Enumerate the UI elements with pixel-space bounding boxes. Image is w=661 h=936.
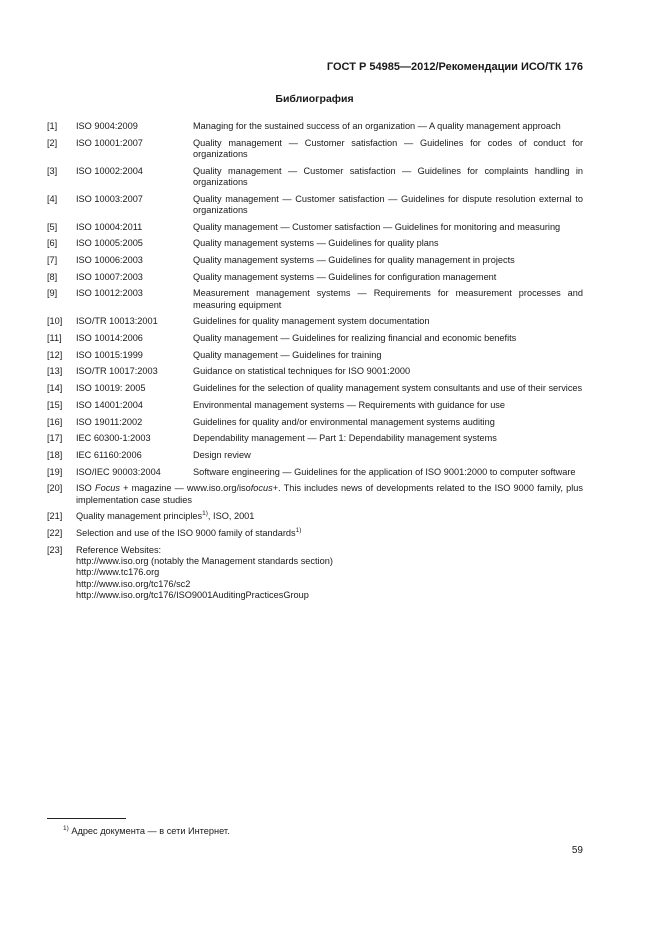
- reference-description: Environmental management systems — Requirements with guidance for use: [193, 399, 506, 410]
- reference-description: Guidelines for the selection of quality management system consultants and use of their services: [193, 383, 583, 394]
- reference-description: Quality management — Customer satisfaction — Guidelines for complaints handling in organizations: [193, 165, 583, 187]
- reference-number: [6]: [47, 238, 58, 249]
- reference-number: [18]: [47, 449, 63, 460]
- reference-item: [47, 238, 583, 249]
- reference-item: [47, 222, 583, 233]
- reference-item: [47, 166, 583, 189]
- reference-number: [15]: [47, 399, 63, 410]
- reference-item: [47, 417, 583, 428]
- reference-description: Quality management — Guidelines for training: [193, 349, 382, 360]
- reference-item: [47, 366, 583, 377]
- standard-code: ISO 10007:2003: [76, 271, 143, 282]
- reference-item: [47, 545, 583, 601]
- reference-number: [7]: [47, 255, 58, 266]
- bibliography-title: Библиография: [275, 93, 354, 105]
- reference-text: Selection and use of the ISO 9000 family of standards$^{1)}$: [76, 526, 302, 538]
- reference-description: Software engineering — Guidelines for the application of ISO 9001:2000 to computer software: [193, 466, 576, 477]
- reference-description: Quality management systems — Guidelines for quality plans: [193, 238, 439, 249]
- reference-number: [16]: [47, 416, 63, 427]
- reference-item: [47, 138, 583, 161]
- reference-number: [2]: [47, 137, 58, 148]
- reference-item: [47, 528, 583, 539]
- standard-code: ISO 9004:2009: [76, 121, 138, 131]
- website-link[interactable]: http://www.iso.org/tc176/sc2: [76, 578, 191, 589]
- reference-item: [47, 383, 583, 394]
- reference-item: [47, 483, 583, 506]
- footnote-marker: 1): [202, 510, 208, 518]
- standard-code: ISO 14001:2004: [76, 399, 143, 410]
- reference-number: [1]: [47, 121, 58, 131]
- reference-number: [9]: [47, 288, 58, 299]
- footnote-marker: 1): [295, 526, 302, 534]
- reference-item: [47, 333, 583, 344]
- reference-item: [47, 400, 583, 411]
- reference-number: [10]: [47, 316, 63, 327]
- reference-number: [3]: [47, 165, 58, 176]
- reference-item: [47, 272, 583, 283]
- document-header: ГОСТ Р 54985—2012/Рекомендации ИСО/ТК 176: [326, 61, 583, 73]
- reference-description: Quality management — Guidelines for realizing financial and economic benefits: [193, 333, 517, 344]
- reference-item: [47, 450, 583, 461]
- reference-description: Design review: [193, 449, 251, 460]
- reference-description: Dependability management — Part 1: Dependability management systems: [193, 433, 497, 444]
- reference-number: [8]: [47, 271, 58, 282]
- footnote: $^{1)}$ Адрес документа — в сети Интернет.: [63, 825, 230, 836]
- standard-code: ISO 10015:1999: [76, 349, 143, 360]
- reference-item: [47, 121, 583, 132]
- websites-heading: Reference Websites:: [76, 544, 162, 555]
- reference-list: [47, 121, 583, 606]
- standard-code: ISO 10005:2005: [76, 238, 143, 249]
- standard-code: ISO 10004:2011: [76, 221, 143, 232]
- reference-item: [47, 511, 583, 522]
- reference-number: [13]: [47, 366, 63, 377]
- reference-number: [22]: [47, 527, 63, 538]
- standard-code: ISO/TR 10013:2001: [76, 316, 158, 327]
- website-link[interactable]: http://www.iso.org (notably the Management standards section): [76, 555, 333, 566]
- reference-number: [17]: [47, 433, 63, 444]
- reference-description: Measurement management systems — Requirements for measurement processes and measuring equipment: [193, 288, 583, 310]
- reference-description: Guidance on statistical techniques for ISO 9001:2000: [193, 366, 411, 377]
- standard-code: ISO 10019: 2005: [76, 383, 146, 394]
- reference-description: Quality management — Customer satisfaction — Guidelines for codes of conduct for organizations: [193, 137, 583, 159]
- reference-item: [47, 433, 583, 444]
- reference-number: [12]: [47, 349, 63, 360]
- website-link[interactable]: http://www.tc176.org: [76, 567, 160, 578]
- standard-code: ISO 10006:2003: [76, 255, 143, 266]
- reference-description: Quality management — Customer satisfaction — Guidelines for dispute resolution external to organizations: [193, 193, 583, 215]
- reference-text: ISO Focus + magazine — www.iso.org/isofocus+. This includes news of developments related to the ISO 9000 family, plus implementation case studies: [76, 483, 583, 505]
- reference-description: Quality management systems — Guidelines for quality management in projects: [193, 255, 515, 266]
- reference-item: [47, 350, 583, 361]
- page-number: 59: [571, 845, 583, 856]
- standard-code: ISO 19011:2002: [76, 416, 143, 427]
- reference-number: [14]: [47, 383, 63, 394]
- standard-code: ISO 10012:2003: [76, 288, 143, 299]
- reference-item: [47, 316, 583, 327]
- website-link[interactable]: http://www.iso.org/tc176/ISO9001AuditingPracticesGroup: [76, 589, 309, 600]
- reference-item: [47, 194, 583, 217]
- footnote-divider: [47, 818, 126, 819]
- reference-number: [5]: [47, 221, 58, 232]
- reference-number: [20]: [47, 483, 63, 494]
- standard-code: ISO/IEC 90003:2004: [76, 466, 161, 477]
- standard-code: ISO 10014:2006: [76, 333, 143, 344]
- reference-number: [21]: [47, 511, 63, 522]
- standard-code: IEC 61160:2006: [76, 449, 142, 460]
- reference-number: [11]: [47, 333, 62, 344]
- reference-item: [47, 467, 583, 478]
- standard-code: ISO 10002:2004: [76, 165, 143, 176]
- reference-description: Managing for the sustained success of an organization — A quality management approach: [193, 121, 561, 131]
- reference-text: Quality management principles$^{1)}$, ISO, 2001: [76, 510, 255, 522]
- reference-item: [47, 255, 583, 266]
- standard-code: IEC 60300-1:2003: [76, 433, 151, 444]
- standard-code: ISO/TR 10017:2003: [76, 366, 158, 377]
- reference-item: [47, 288, 583, 311]
- reference-number: [4]: [47, 193, 58, 204]
- reference-number: [23]: [47, 544, 63, 555]
- reference-number: [19]: [47, 466, 63, 477]
- reference-description: Quality management — Customer satisfaction — Guidelines for monitoring and measuring: [193, 221, 561, 232]
- reference-description: Guidelines for quality management system documentation: [193, 316, 430, 327]
- reference-description: Quality management systems — Guidelines for configuration management: [193, 271, 497, 282]
- standard-code: ISO 10003:2007: [76, 193, 143, 204]
- standard-code: ISO 10001:2007: [76, 137, 143, 148]
- reference-text: [76, 545, 583, 601]
- reference-description: Guidelines for quality and/or environmental management systems auditing: [193, 416, 495, 427]
